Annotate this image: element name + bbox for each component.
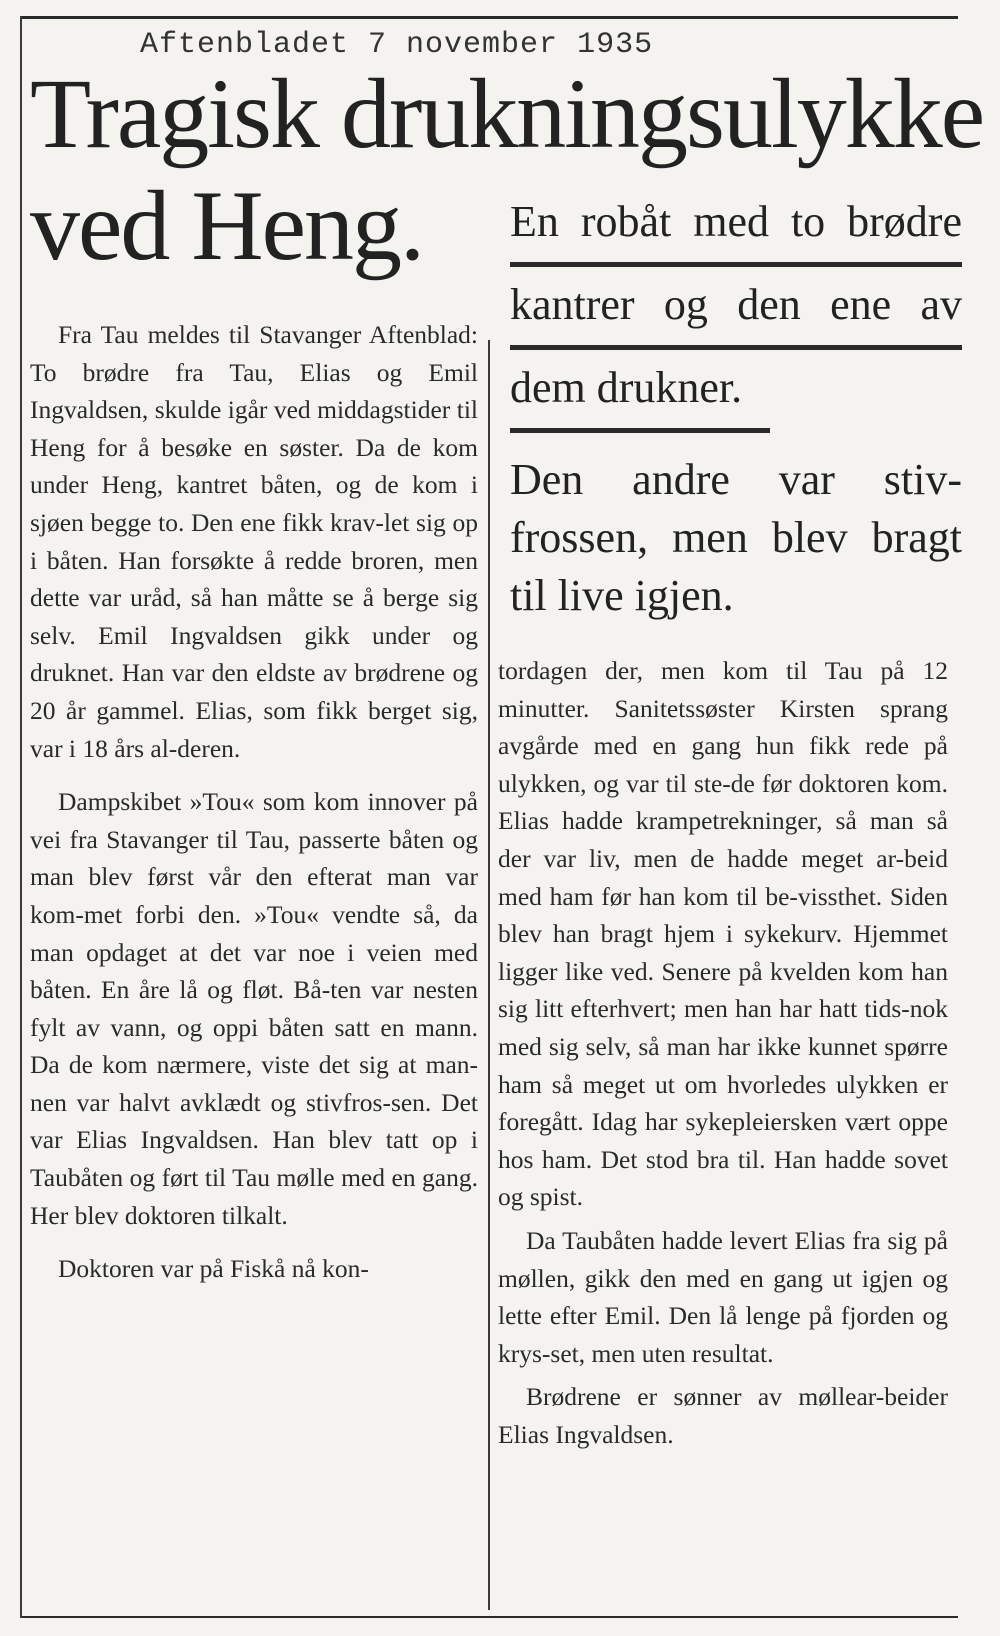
subheading-rule [510,345,962,350]
second-subheading: Den andre var stiv-frossen, men blev bragt til live igjen. [510,455,962,620]
dateline: Aftenbladet 7 november 1935 [140,28,654,62]
top-rule [22,16,958,19]
subheading-short-rule [510,428,770,433]
article-paragraph: Dampskibet »Tou« som kom innover på vei fra Stavanger til Tau, passerte båten og man blev først vår den efterat man var kom-met forbi den. »Tou« vendte så, da man opdaget at det var noe i veien med båten. En åre lå og fløt. Bå-ten var nesten fylt av vann, og oppi båten satt en mann. Da de kom nærmere, viste det sig at man-nen var halvt avklædt og stivfros-sen. Det var Elias Ingvaldsen. Han blev tatt op i Taubåten og ført til Tau mølle med en gang. Her blev doktoren tilkalt. [30,787,478,1230]
article-column-left [30,316,478,1288]
subheading-line-3: dem drukner. [510,363,743,412]
left-border-line [20,16,22,1618]
article-paragraph: Da Taubåten hadde levert Elias fra sig på møllen, gikk den med en gang ut igjen og lette efter Emil. Den lå lenge på fjorden og krys-set, men uten resultat. [498,1225,948,1368]
subheadings [510,196,962,625]
article-paragraph: Fra Tau meldes til Stavanger Aftenblad: To brødre fra Tau, Elias og Emil Ingvaldsen, skulde igår ved middagstider til Heng for å besøke en søster. Da de kom under Heng, kantret båten, og de kom i sjøen begge to. Den ene fikk krav-let sig op i båten. Han forsøkte å redde broren, men dette var uråd, så han måtte se å berge sig selv. Emil Ingvaldsen gikk under og druknet. Han var den eldste av brødrene og 20 år gammel. Elias, som fikk berget sig, var i 18 års al-deren. [30,320,478,763]
article-paragraph: tordagen der, men kom til Tau på 12 minutter. Sanitetssøster Kirsten sprang avgårde med en gang hun fikk rede på ulykken, og var til ste-de før doktoren kom. Elias hadde krampetrekninger, så man så der var liv, men de hadde meget ar-beid med ham før han kom til be-vissthet. Siden blev han bragt hjem i sykekurv. Hjemmet ligger like ved. Senere på kvelden kom han sig litt efterhvert; men han har hatt tids-nok med sig selv, så man har ikke kunnet spørre ham så meget ut om hvorledes ulykken er foregått. Idag har sykepleiersken vært oppe hos ham. Det stod bra til. Han hadde sovet og spist. [498,656,948,1212]
subheading-rule [510,262,962,267]
headline-line-2: ved Heng. [30,170,423,281]
bottom-rule [22,1616,958,1618]
article-column-right [498,652,948,1453]
headline-line-1: Tragisk drukningsulykke [30,58,984,169]
article-paragraph: Brødrene er sønner av møllear-beider Elias Ingvaldsen. [498,1382,948,1449]
subheading-line-2: kantrer og den ene av [510,280,962,329]
column-divider [488,340,490,1610]
article-paragraph: Doktoren var på Fiskå nå kon- [58,1254,369,1284]
subheading-line-1: En robåt med to brødre [510,197,962,246]
